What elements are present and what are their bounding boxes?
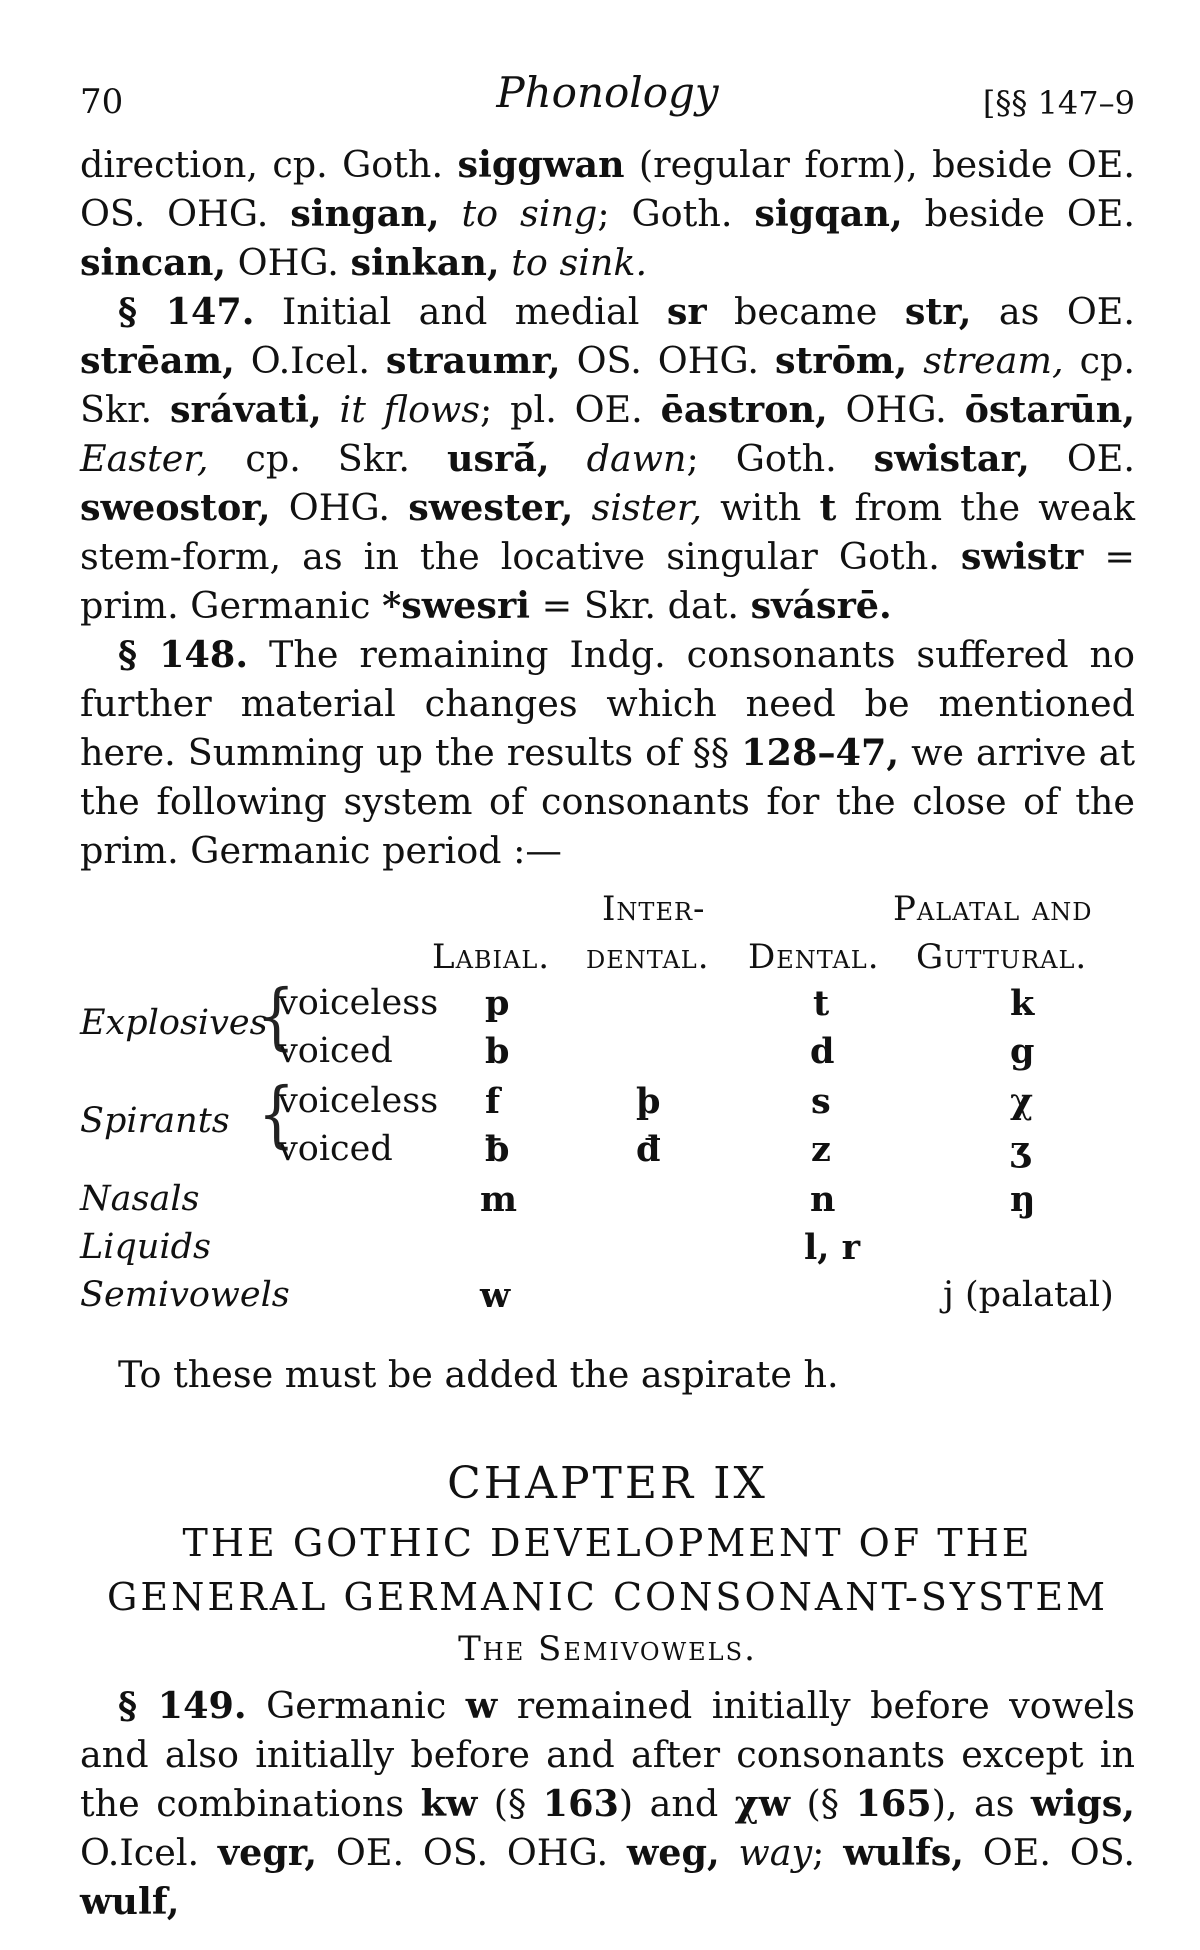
row-label-nasals: Nasals <box>80 1179 200 1219</box>
row-label-liquids: Liquids <box>80 1227 211 1267</box>
chapter-title-line1: THE GOTHIC DEVELOPMENT OF THE <box>182 1521 1033 1565</box>
section-number: § 147. <box>118 290 255 333</box>
paragraph-intro: direction, cp. Goth. siggwan (regular form), beside OE. OS. OHG. singan, to sing; Goth. sigqan, beside OE. sincan, OHG. sinkan, to sink. <box>80 143 1135 284</box>
cell: z <box>811 1129 831 1170</box>
header-labial: Labial. <box>432 937 551 977</box>
section-reference: [§§ 147–9 <box>982 84 1135 122</box>
paragraph-149: § 149. Germanic w remained initially before vowels and also initially before and after consonants except in the combinations kw (§ 163) and χw (§ 165), as wigs, O.Icel. vegr, OE. OS. OHG. weg, way; wulfs, OE. OS. wulf, <box>80 1684 1135 1923</box>
cell: χ <box>1010 1081 1034 1122</box>
header-dental: Dental. <box>748 937 880 977</box>
consonant-table <box>80 875 1135 1350</box>
cell: t <box>813 983 830 1024</box>
row-label-explosives: Explosives <box>80 1003 268 1043</box>
cell: l, r <box>804 1227 861 1268</box>
header-palatal: Palatal and <box>893 889 1093 929</box>
cell: ʒ <box>1010 1129 1030 1170</box>
cell: d <box>810 1031 835 1072</box>
header-interdental: dental. <box>586 937 710 977</box>
section-number: § 148. <box>118 633 249 676</box>
header-inter: Inter- <box>602 889 706 929</box>
cell: p <box>485 983 510 1024</box>
cell: m <box>480 1179 518 1220</box>
page-header <box>80 60 1135 140</box>
header-guttural: Guttural. <box>916 937 1088 977</box>
cell: þ <box>636 1081 661 1122</box>
cell: đ <box>636 1129 661 1170</box>
page-number: 70 <box>80 82 124 122</box>
book-page <box>80 60 1135 1926</box>
cell: k <box>1010 983 1035 1024</box>
running-title: Phonology <box>496 68 719 117</box>
chapter-title-line2: GENERAL GERMANIC CONSONANT-SYSTEM <box>107 1575 1108 1619</box>
table-note: To these must be added the aspirate h. <box>118 1353 839 1396</box>
cell: f <box>485 1081 501 1122</box>
paragraph-148: § 148. The remaining Indg. consonants suffered no further material changes which need be mentioned here. Summing up the results of §§ 128–47, we arrive at the following system of consonants for the close of the prim. Germanic period :— <box>80 633 1136 872</box>
sub-voiced: voiced <box>278 1129 393 1169</box>
cell: w <box>480 1275 511 1316</box>
cell: n <box>810 1179 836 1220</box>
row-label-semivowels: Semivowels <box>80 1275 290 1315</box>
cell: s <box>811 1081 831 1122</box>
cell: j (palatal) <box>943 1275 1114 1315</box>
paragraph-147: § 147. Initial and medial sr became str, as OE. strēam, O.Icel. straumr, OS. OHG. strōm, stream, cp. Skr. srávati, it flows; pl. OE. ēastron, OHG. ōstarūn, Easter, cp. Skr. usrā́, dawn; Goth. swistar, OE. sweostor, OHG. swester, sister, with t from the weak stem-form, as in the locative singular Goth. swistr = prim. Germanic *swesri = Skr. dat. svásrē. <box>80 290 1136 627</box>
sub-voiced: voiced <box>278 1031 393 1071</box>
cell: ŋ <box>1010 1179 1036 1220</box>
cell: b <box>485 1031 510 1072</box>
sub-voiceless: voiceless <box>278 983 439 1023</box>
chapter-subtitle: The Semivowels. <box>458 1629 757 1669</box>
sub-voiceless: voiceless <box>278 1081 439 1121</box>
cell: ƀ <box>485 1129 510 1170</box>
section-number: § 149. <box>118 1684 247 1727</box>
row-label-spirants: Spirants <box>80 1101 230 1141</box>
brace: { <box>258 972 295 1058</box>
cell: g <box>1010 1031 1035 1072</box>
brace: { <box>258 1070 295 1156</box>
chapter-number: CHAPTER IX <box>447 1458 768 1509</box>
